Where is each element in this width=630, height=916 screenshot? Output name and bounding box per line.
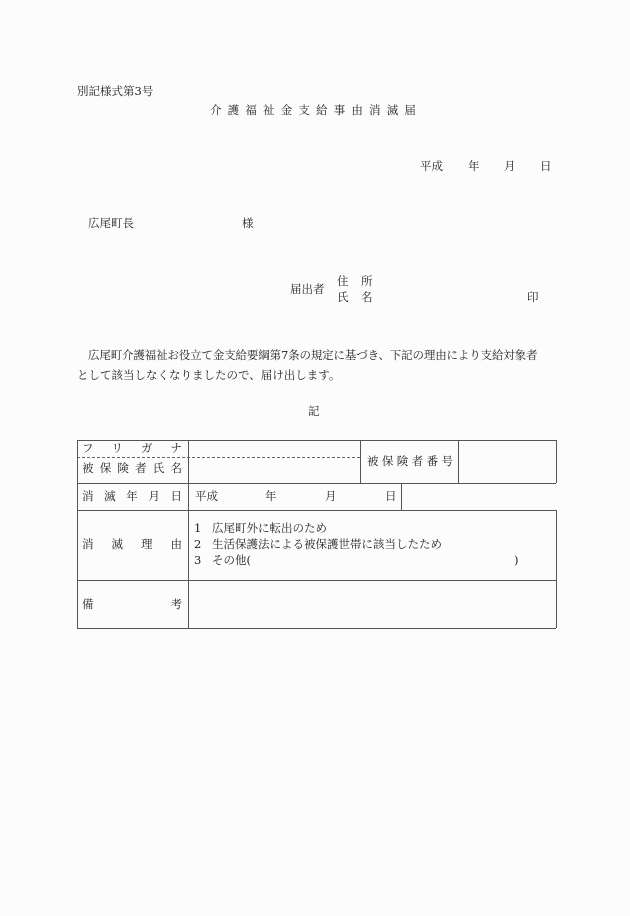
insured-name-field[interactable] <box>190 459 358 481</box>
addressee-honorific: 様 <box>242 216 254 230</box>
insured-name-label: 被 保 険 者 氏 名 <box>82 461 182 475</box>
date-year-field[interactable]: 年 <box>468 159 480 173</box>
table-line <box>77 510 556 511</box>
extinction-date-label: 消 滅 年 月 日 <box>82 489 182 503</box>
table-line <box>556 440 557 483</box>
table-line <box>77 440 78 628</box>
insured-number-field[interactable] <box>460 442 554 481</box>
reason-number: 2 <box>194 537 202 551</box>
reason-text: 生活保護法による被保護世帯に該当したため <box>212 537 442 551</box>
reason-text: 広尾町外に転出のため <box>212 521 327 535</box>
remarks-label: 備 考 <box>82 597 182 611</box>
insured-number-label: 被 保 険 者 番 号 <box>367 454 453 468</box>
date-era: 平成 <box>420 159 443 173</box>
extinction-date-month-field[interactable]: 月 <box>325 489 337 503</box>
address-label-2: 所 <box>361 274 373 288</box>
applicant-label: 届出者 <box>290 282 325 296</box>
ki-heading: 記 <box>308 404 320 418</box>
document-title: 介 護 福 祉 金 支 給 事 由 消 滅 届 <box>210 103 416 117</box>
reason-text: その他( <box>212 553 251 567</box>
table-line <box>401 483 402 510</box>
reason-label: 消 滅 理 由 <box>82 537 182 551</box>
addressee-name: 広尾町長 <box>88 216 134 230</box>
seal-mark: 印 <box>527 290 539 304</box>
name-field[interactable] <box>380 290 520 305</box>
extinction-date-era: 平成 <box>195 489 218 503</box>
furigana-label: フ リ ガ ナ <box>82 441 182 455</box>
reason-number: 1 <box>194 521 202 535</box>
table-line <box>458 440 459 483</box>
name-label-1: 氏 <box>337 290 349 304</box>
other-reason-field[interactable] <box>255 554 510 568</box>
body-line-2: として該当しなくなりましたので、届け出します。 <box>77 368 341 382</box>
date-month-field[interactable]: 月 <box>504 159 516 173</box>
furigana-divider <box>77 457 360 458</box>
name-label-2: 名 <box>361 290 373 304</box>
furigana-field[interactable] <box>190 442 358 456</box>
extinction-date-year-field[interactable]: 年 <box>265 489 277 503</box>
table-line <box>360 440 361 483</box>
form-number: 別記様式第3号 <box>77 84 154 98</box>
date-day-field[interactable]: 日 <box>540 159 552 173</box>
table-line <box>77 628 556 629</box>
address-field[interactable] <box>380 274 530 289</box>
remarks-field[interactable] <box>190 582 554 626</box>
extinction-date-day-field[interactable]: 日 <box>385 489 397 503</box>
reason-close-paren: ) <box>514 553 519 567</box>
body-line-1: 広尾町介護福祉お役立て金支給要綱第7条の規定に基づき、下記の理由により支給対象者 <box>88 348 538 362</box>
table-line <box>77 580 556 581</box>
address-label-1: 住 <box>337 274 349 288</box>
reason-number: 3 <box>194 553 202 567</box>
table-line <box>556 510 557 628</box>
table-line <box>188 440 189 628</box>
table-line <box>77 483 556 484</box>
